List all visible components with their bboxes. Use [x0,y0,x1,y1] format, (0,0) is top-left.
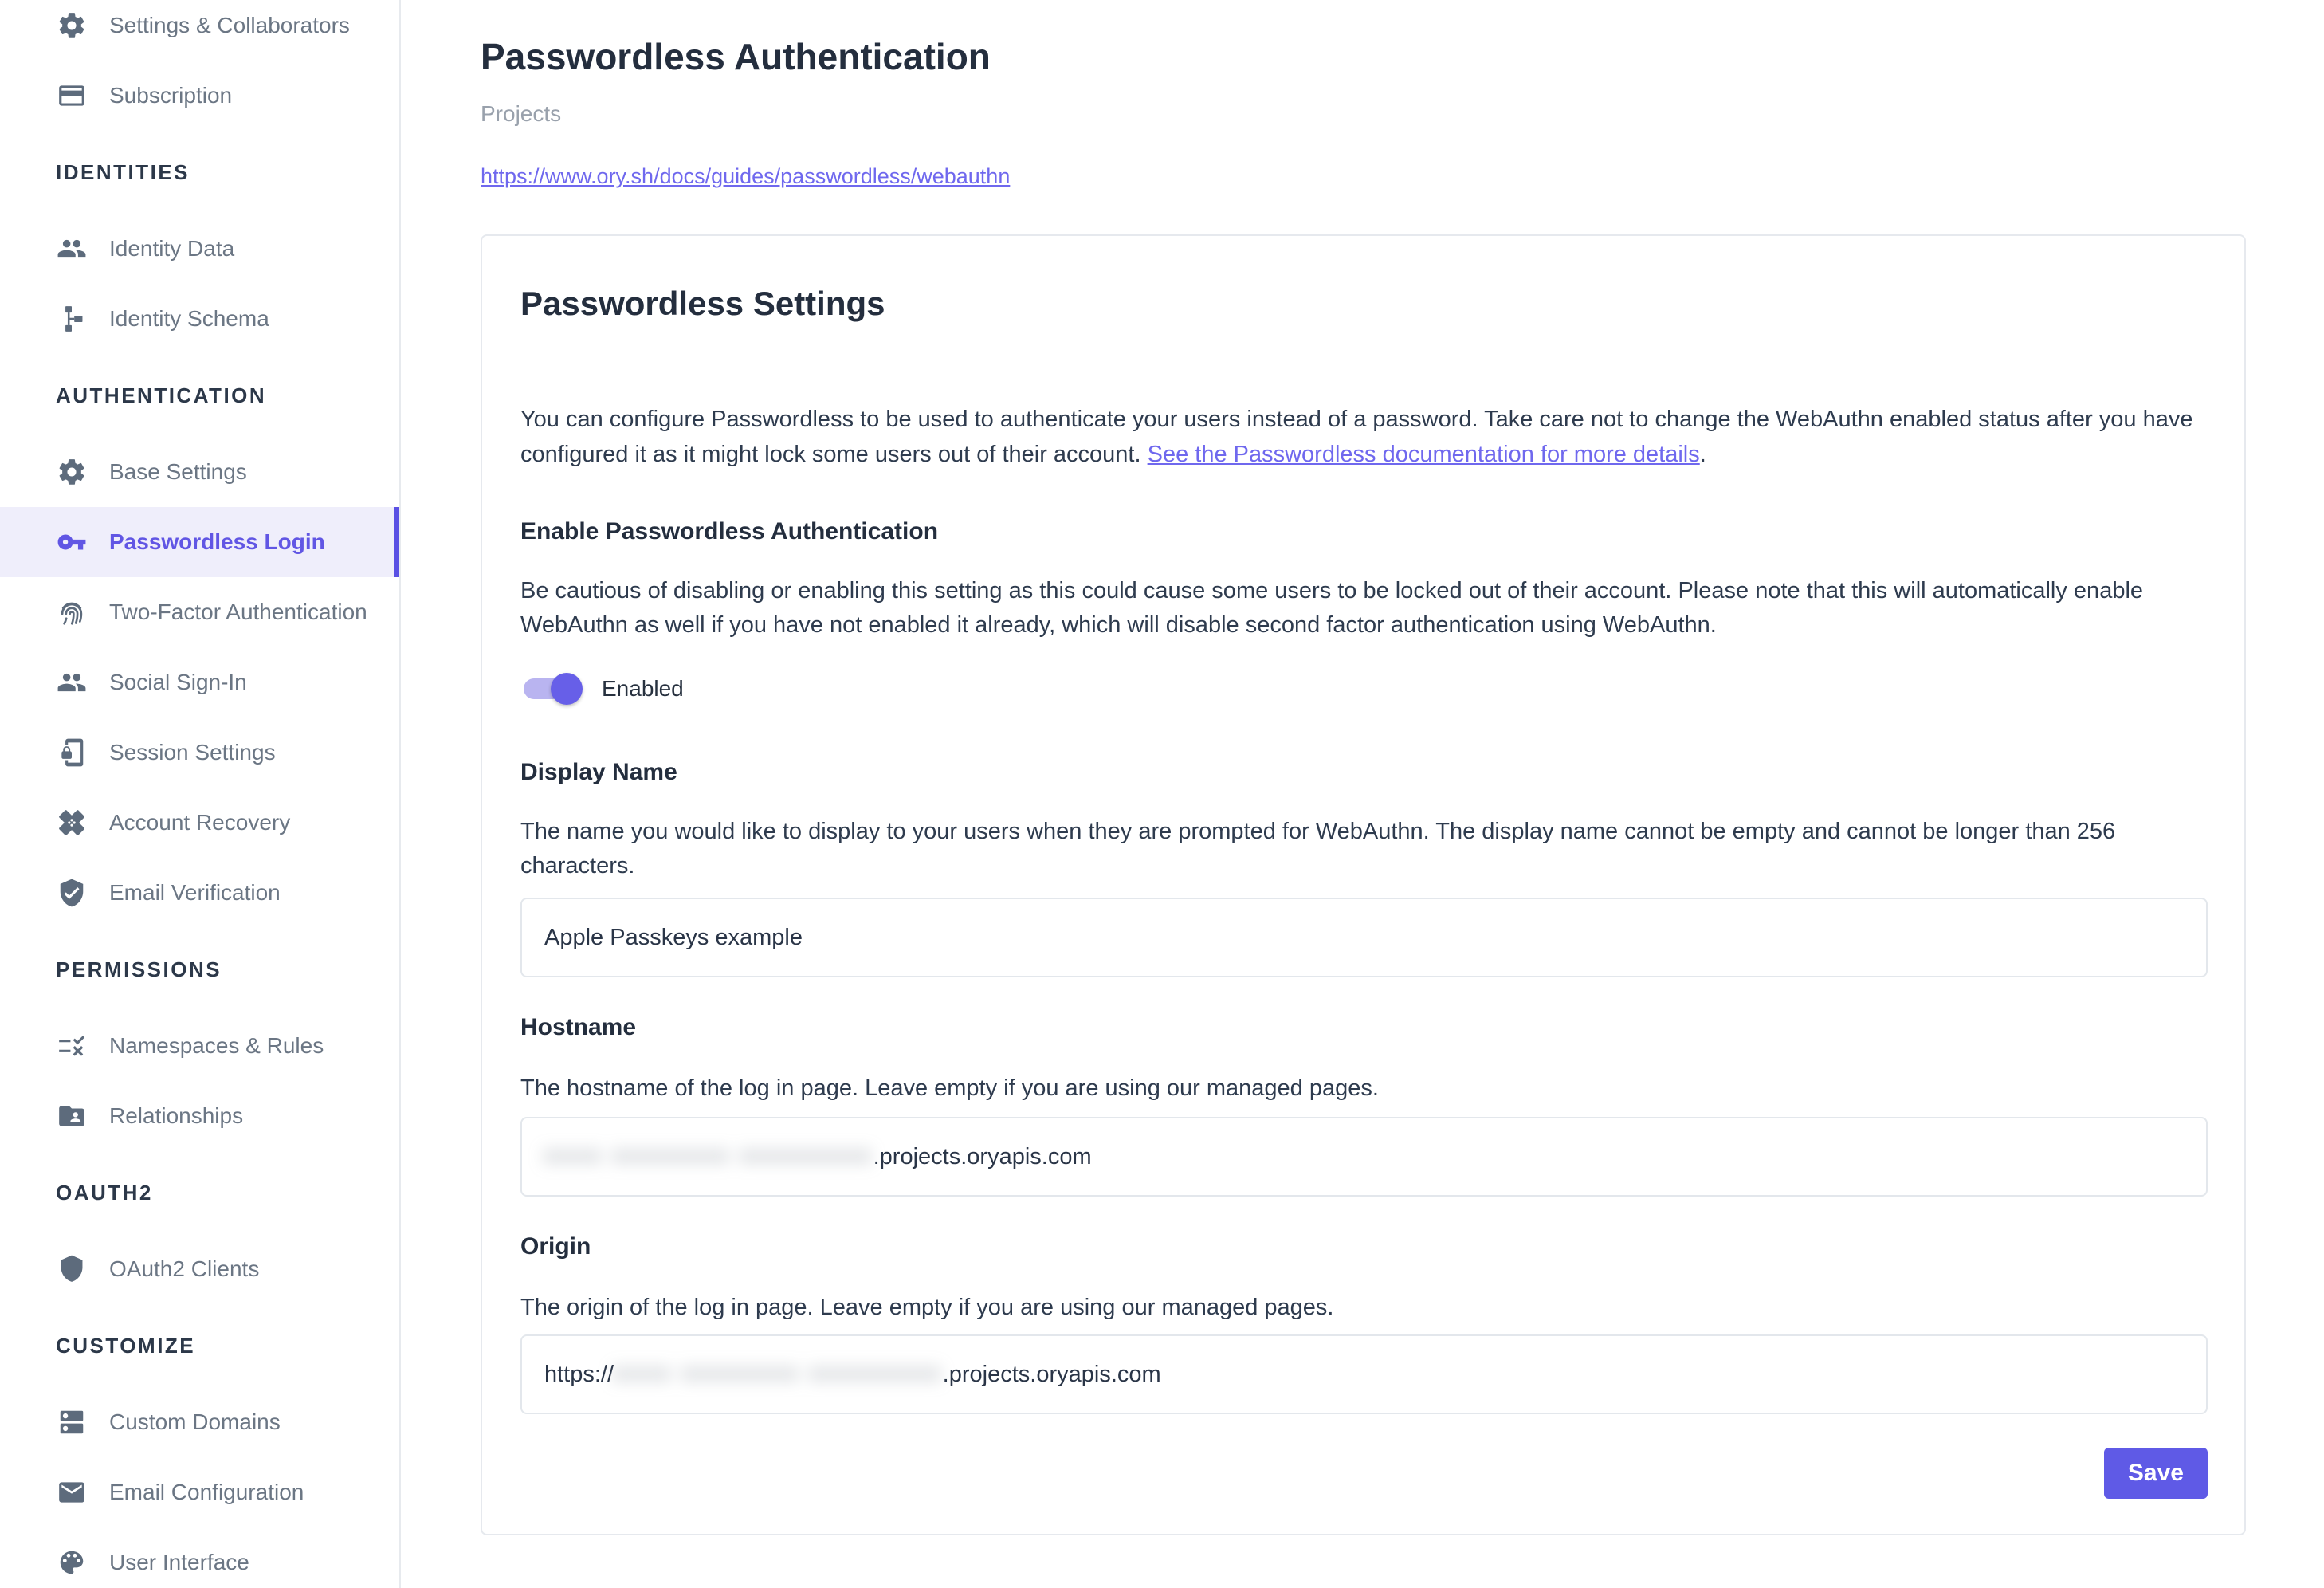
sidebar-item-oauth2-clients[interactable] [0,1234,399,1304]
toggle-label: Enabled [602,676,684,701]
sidebar-item-label: Two-Factor Authentication [109,599,367,624]
sidebar-item-label: Custom Domains [109,1409,281,1434]
breadcrumb: Projects [481,101,562,126]
main-content [401,0,2324,1588]
palette-icon [56,1547,88,1578]
people-icon [56,666,88,698]
enable-toggle-row [520,671,2208,706]
credit-card-icon [56,80,88,112]
origin-redacted-value: xxxx xxxxxxxx xxxxxxxxx [614,1359,943,1386]
passwordless-settings-card [481,234,2246,1535]
enable-section-title: Enable Passwordless Authentication [520,518,939,544]
sidebar-item-label: Passwordless Login [109,529,325,554]
rule-icon [56,1030,88,1062]
healing-icon [56,807,88,839]
sidebar-item-label: Email Configuration [109,1480,304,1504]
origin-title: Origin [520,1233,591,1260]
hostname-input[interactable] [520,1117,2208,1197]
sidebar-item-subscription[interactable] [0,61,399,131]
sidebar-item-label: Session Settings [109,740,276,765]
people-icon [56,233,88,265]
sidebar-item-label: Relationships [109,1103,244,1128]
sidebar-item-label: Base Settings [109,459,247,484]
sidebar-item-label: Subscription [109,83,233,108]
origin-prefix: https:// [544,1361,614,1387]
sidebar-item-label: Identity Schema [109,306,269,331]
origin-input[interactable] [520,1334,2208,1414]
sidebar-item-label: Identity Data [109,236,235,261]
sidebar-item-label: User Interface [109,1550,249,1574]
passwordless-docs-link[interactable]: See the Passwordless documentation for more details [1147,442,1700,467]
toggle-thumb [551,673,583,705]
hostname-redacted-value: xxxx xxxxxxxx xxxxxxxxx [544,1142,873,1168]
schema-icon [56,303,88,335]
sidebar-item-account-recovery[interactable] [0,788,399,858]
sidebar-item-email-configuration[interactable] [0,1457,399,1527]
origin-description: The origin of the log in page. Leave empty if you are using our managed pages. [520,1295,1334,1320]
sidebar-item-identity-data[interactable] [0,214,399,284]
hostname-title: Hostname [520,1014,637,1040]
gear-icon [56,456,88,488]
save-row [520,1448,2208,1499]
display-name-description: The name you would like to display to your users when they are prompted for WebAuthn. The display name cannot be empty and cannot be longer than 256 characters. [520,819,2116,879]
sidebar-item-label: Namespaces & Rules [109,1033,324,1058]
mail-icon [56,1476,88,1508]
key-icon [56,526,88,558]
sidebar-item-email-verification[interactable] [0,858,399,928]
shield-icon [56,1253,88,1285]
sidebar-item-label: OAuth2 Clients [109,1256,260,1281]
gear-icon [56,10,88,41]
sidebar-item-base-settings[interactable] [0,437,399,507]
sidebar-item-social-sign-in[interactable] [0,647,399,717]
hostname-suffix: .projects.oryapis.com [873,1143,1092,1169]
hostname-description: The hostname of the log in page. Leave empty if you are using our managed pages. [520,1075,1379,1101]
sidebar [0,0,401,1588]
sidebar-item-two-factor-authentication[interactable] [0,577,399,647]
display-name-title: Display Name [520,759,677,785]
card-intro-text: You can configure Passwordless to be used to authenticate your users instead of a password. Take care not to change the WebAuthn enabled status after you have configured it as it might lock some users out of their account. [520,407,2193,467]
sidebar-section-header-identities: IDENTITIES [56,159,190,184]
sidebar-item-relationships[interactable] [0,1081,399,1151]
folder-shared-icon [56,1100,88,1132]
card-intro [520,402,2208,472]
shield-check-icon [56,877,88,909]
dns-icon [56,1406,88,1438]
sidebar-nav [0,0,399,1588]
webauthn-doc-link[interactable]: https://www.ory.sh/docs/guides/passwordless/webauthn [481,164,1011,188]
sidebar-item-identity-schema[interactable] [0,284,399,354]
sidebar-item-label: Email Verification [109,880,281,905]
save-button[interactable]: Save [2104,1448,2208,1499]
display-name-value: Apple Passkeys example [544,924,803,950]
sidebar-item-settings-collaborators[interactable] [0,0,399,61]
sidebar-item-custom-domains[interactable] [0,1387,399,1457]
sidebar-item-label: Settings & Collaborators [109,13,350,37]
enable-section-description: Be cautious of disabling or enabling this setting as this could cause some users to be locked out of their account. Please note that this will automatically enable WebAuthn as well if you have not enabled it already, which will disable second factor authentication using WebAuthn. [520,578,2144,638]
display-name-input[interactable] [520,898,2208,977]
sidebar-section-header-oauth2: OAUTH2 [56,1180,153,1205]
page-title: Passwordless Authentication [481,36,991,77]
origin-suffix: .projects.oryapis.com [942,1361,1161,1387]
sidebar-item-label: Account Recovery [109,810,291,835]
sidebar-item-passwordless-login[interactable] [0,507,399,577]
device-lock-icon [56,737,88,768]
sidebar-item-namespaces-rules[interactable] [0,1011,399,1081]
sidebar-section-header-authentication: AUTHENTICATION [56,383,267,407]
sidebar-section-header-customize: CUSTOMIZE [56,1333,196,1358]
fingerprint-icon [56,596,88,628]
sidebar-item-label: Social Sign-In [109,670,247,694]
card-title: Passwordless Settings [520,285,885,322]
passwordless-enabled-toggle[interactable] [524,678,578,699]
card-intro-period: . [1699,442,1706,467]
sidebar-item-user-interface[interactable] [0,1527,399,1588]
sidebar-item-session-settings[interactable] [0,717,399,788]
sidebar-section-header-permissions: PERMISSIONS [56,957,222,981]
